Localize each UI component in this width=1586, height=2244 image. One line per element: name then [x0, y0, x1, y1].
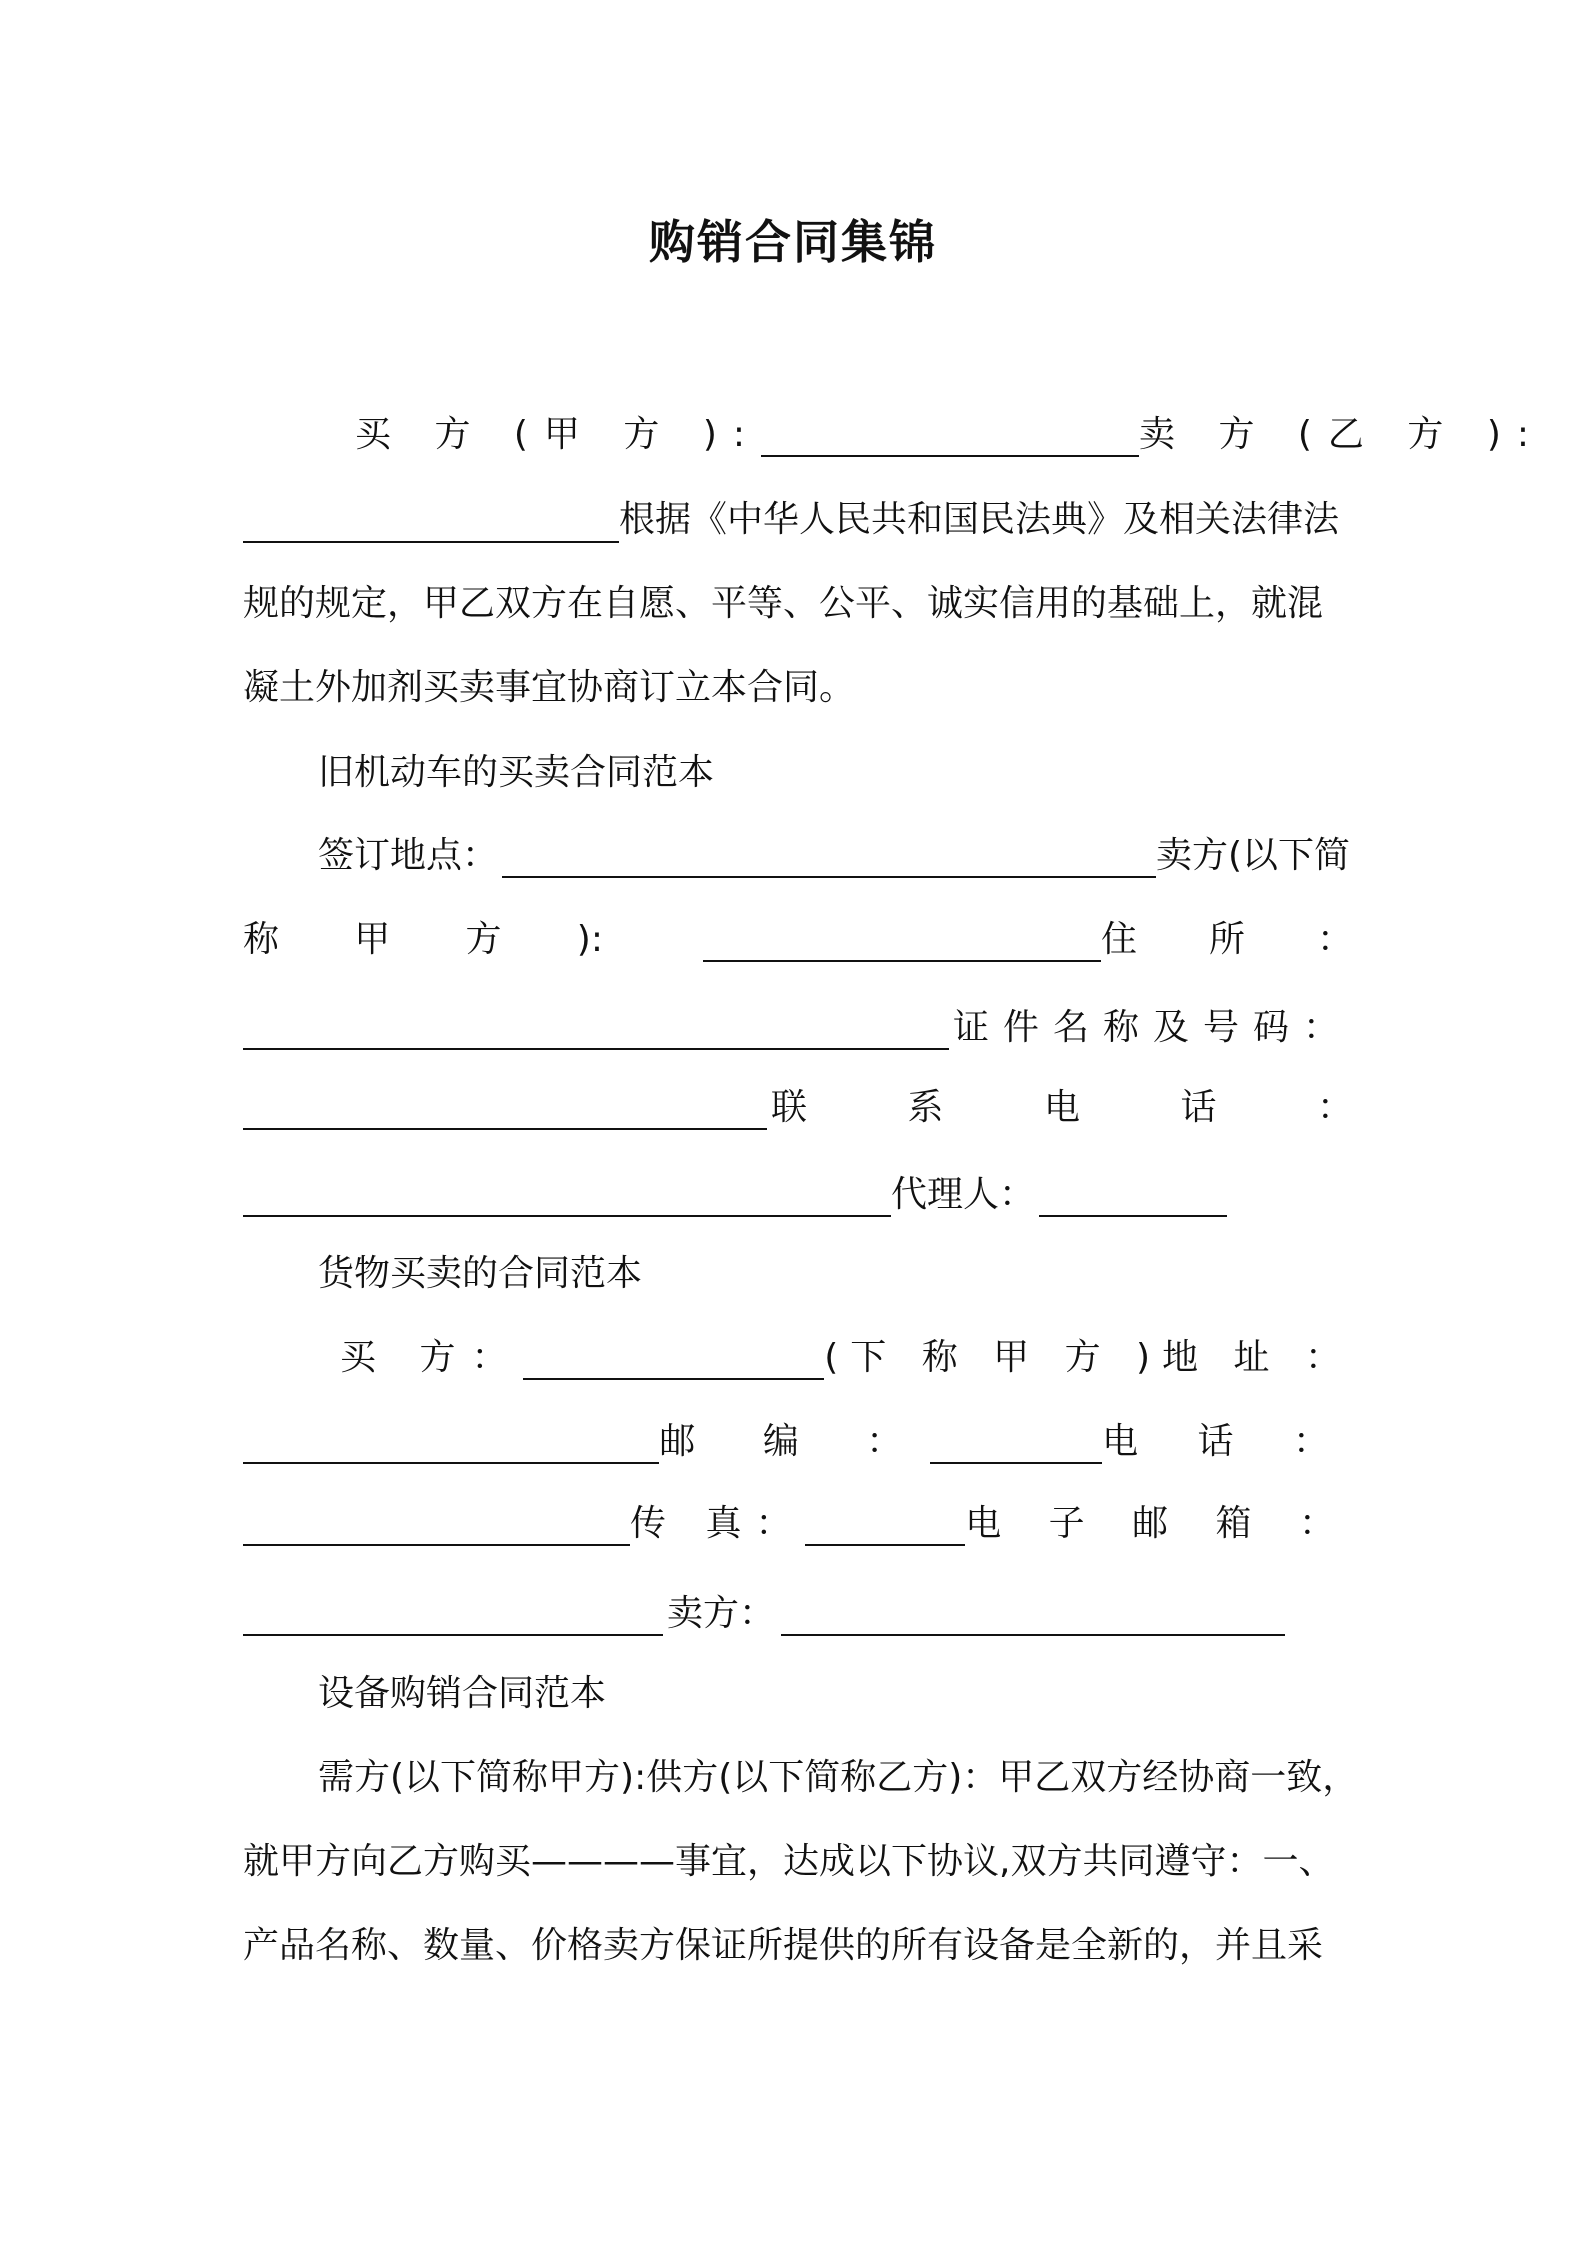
intro-legal-basis: 根据《中华人民共和国民法典》及相关法律法: [619, 499, 1340, 540]
abbr-char: 甲: [354, 919, 391, 960]
address-field-blank[interactable]: [243, 1432, 659, 1464]
phone-char: 联: [771, 1087, 808, 1128]
address-char: 所: [1208, 919, 1245, 960]
signing-place-label: 签订地点：: [318, 835, 499, 876]
document-title: 购销合同集锦: [649, 215, 937, 269]
abbr-label-group: [243, 910, 603, 970]
abbr-char: 称: [243, 919, 280, 960]
intro-line-3: 规的规定，甲乙双方在自愿、平等、公平、诚实信用的基础上，就混: [243, 583, 1324, 624]
vehicle-section-heading: 旧机动车的买卖合同范本: [318, 752, 715, 793]
equipment-line-1: 需方(以下简称甲方):供方(以下简称乙方)：甲乙双方经协商一致，: [318, 1757, 1359, 1798]
vehicle-line-place: [318, 826, 1353, 886]
vehicle-line-id: [243, 998, 1353, 1058]
fax-label: 传 真：: [630, 1503, 806, 1544]
abbr-char: 方: [465, 919, 502, 960]
phone-char: ：: [1316, 1087, 1353, 1128]
signing-place-blank[interactable]: [502, 846, 1156, 878]
agent-blank[interactable]: [1039, 1185, 1227, 1217]
vehicle-line-agent: [243, 1165, 1353, 1225]
email-label: 电 子 邮 箱 ：: [965, 1503, 1353, 1544]
goods-seller-blank[interactable]: [781, 1604, 1285, 1636]
goods-section-heading: 货物买卖的合同范本: [318, 1253, 643, 1294]
equipment-line-2: [243, 1832, 1353, 1892]
buyer-label: 买 方 (甲 方 ):: [355, 414, 761, 455]
equipment-purchase-text: 就甲方向乙方购买: [243, 1841, 532, 1882]
postcode-blank[interactable]: [930, 1432, 1102, 1464]
seller-abbr-blank[interactable]: [703, 930, 1101, 962]
goods-phone-blank[interactable]: [243, 1514, 630, 1546]
phone-label-group: [771, 1078, 1353, 1138]
id-label: 证件名称及号码：: [952, 1007, 1353, 1048]
equipment-agreement-text: 事宜，达成以下协议,双方共同遵守：一、: [675, 1841, 1335, 1882]
goods-buyer-label: 买 方：: [340, 1337, 524, 1378]
abbr-char: ):: [576, 919, 603, 960]
phone-char: 电: [1043, 1087, 1080, 1128]
goods-line-buyer: [340, 1328, 1353, 1388]
goods-line-fax: [243, 1494, 1353, 1554]
address-label-group: [1101, 910, 1353, 970]
address-char: 住: [1101, 919, 1138, 960]
address-char: ：: [1316, 919, 1353, 960]
intro-line-2: [243, 490, 1353, 550]
goods-buyer-suffix: (下 称 甲 方 )地 址 ：: [824, 1337, 1353, 1378]
intro-line-4: 凝土外加剂买卖事宜协商订立本合同。: [243, 667, 856, 708]
vehicle-line-phone: [243, 1078, 1353, 1138]
equipment-dash-blank: ————: [531, 1841, 676, 1882]
equipment-section-heading: 设备购销合同范本: [318, 1673, 607, 1714]
postcode-label: 邮 编 ：: [659, 1421, 931, 1462]
seller-abbr-label: 卖方(以下简: [1156, 835, 1351, 876]
email-blank[interactable]: [243, 1604, 663, 1636]
vehicle-line-abbr: [243, 910, 1353, 970]
agent-label: 代理人：: [891, 1174, 1036, 1215]
goods-seller-label: 卖方：: [667, 1593, 776, 1634]
seller-label: 卖 方 (乙 方 ):: [1139, 414, 1545, 455]
goods-buyer-blank[interactable]: [523, 1348, 824, 1380]
equipment-line-3: 产品名称、数量、价格卖方保证所提供的所有设备是全新的，并且采: [243, 1925, 1324, 1966]
address-blank[interactable]: [243, 1018, 949, 1050]
goods-line-postcode: [243, 1412, 1353, 1472]
id-number-blank[interactable]: [243, 1098, 767, 1130]
phone-blank[interactable]: [243, 1185, 891, 1217]
intro-line-1: [355, 405, 1545, 465]
goods-phone-label: 电 话 ：: [1102, 1421, 1353, 1462]
goods-line-seller: [243, 1584, 1353, 1644]
phone-char: 话: [1180, 1087, 1217, 1128]
seller-name-blank[interactable]: [243, 511, 619, 543]
buyer-name-blank[interactable]: [761, 425, 1139, 457]
fax-blank[interactable]: [805, 1514, 965, 1546]
phone-char: 系: [907, 1087, 944, 1128]
